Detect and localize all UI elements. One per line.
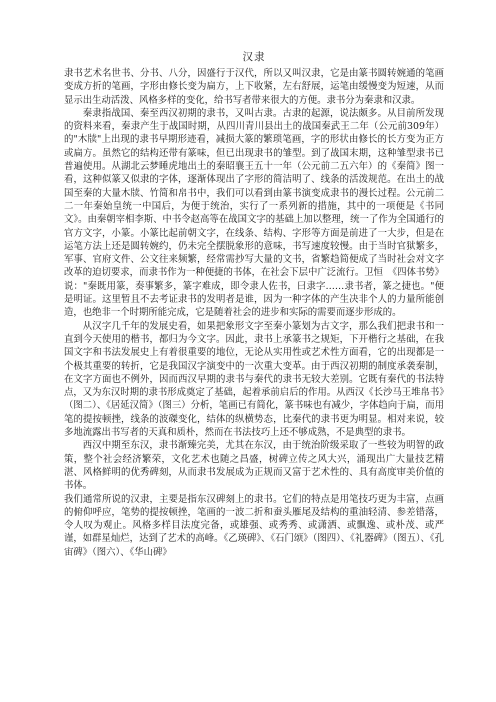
paragraph-intro: 隶书艺术名世书、分书、八分，因盛行于汉代，所以又叫汉隶，它是由篆书圆转婉通的笔画变成方折的笔画，字形由修长变为扁方，上下收紧，左右舒展，运笔由缓慢变为短速，从而显示出生动活泼、风格多样的变化，给书写者带来很大的方便。隶书分为秦隶和汉隶。 <box>64 68 444 106</box>
document-title: 汉隶 <box>242 51 266 63</box>
paragraph-qin-li: 秦隶指战国、秦至西汉初期的隶书，又叫古隶。古隶的起源，说法颇多。从目前所发现的资料来看，秦隶产生于战国时期，从四川青川县出土的战国秦武王二年（公元前309年）的"木牍"上出现的隶书早期形迹看，减损大篆的繁琐笔画，字的形状由修长的长方变为正方或扁方。虽然它的结构还带有篆味，但已出现隶书的雏型。到了战国末期，这种雏型隶书已普遍使用。从湖北云梦睡虎地出土的秦昭襄王五十一年（公元前二五六年）的《秦简》图一看，这种似篆又似隶的字体，逐渐体现出了字形的简洁明了、线条的活泼规范。在出土的战国至秦的大量木牍、竹简和帛书中，我们可以看到由篆书演变成隶书的漫长过程。公元前二二一年秦始皇统一中国后，为便于统治，实行了一系列新的措施，其中的一项便是《书同文》。由秦朝宰相李斯、中书令赵高等在战国文字的基础上加以整理，统一了作为全国通行的官方文字，小篆。小篆比起前朝文字，在线条、结构、字形等方面是前进了一大步，但是在运笔方法上还是圆转婉约，仍未完全摆脱象形的意味，书写速度较慢。由于当时官狱繁多，军事、官府文件、公文往来频繁，经常需抄写大量的文书，省繁趋简便成了当时社会对文字改革的迫切要求，而隶书作为一种便捷的书体，在社会下层中广泛流行。卫恒 《四体书势》说："秦既用篆，奏事繁多，篆字难成，即令隶人佐书，曰隶字……隶书者，篆之捷也。"便是明证。这里暂且不去考证隶书的发明者是谁，因为一种字体的产生决非个人的力量所能创造，也绝非一个时期所能完成，它是随着社会的进步和实际的需要而逐步形成的。 <box>64 107 444 319</box>
paragraph-history: 从汉字几千年的发展史看，如果把象形文字至秦小篆划为古文字，那么我们把隶书和一直到今天使用的楷书，都归为今文字。因此，隶书上承篆书之规矩，下开楷行之基础，在我国文字和书法发展史上有着很重要的地位，无论从实用性或艺术性方面看，它的出现都是一个极其重要的转折，它是我国汉字演变中的一次重大变革。由于西汉初期的制度承袭秦制，在文字方面也不例外，因而西汉早期的隶书与秦代的隶书无较大差别。它既有秦代的书法特点，又为东汉时期的隶书形成奠定了基础，起着承前启后的作用。从西汉《长沙马王堆帛书》（图二）、《居延汉简》（图三）分析，笔画已有简化，篆书味也有减少，字体趋向于扁，而用笔的提按顿挫，线条的波磔变化，结体的纵横势态，比秦代的隶书更为明显。相对来说，较多地流露出书写者的天真和质朴，然而在书法技巧上还不够成熟，不是典型的隶书。 <box>64 320 444 439</box>
paragraph-eastern-han: 西汉中期至东汉，隶书渐臻完美，尤其在东汉，由于统治阶级采取了一些较为明智的政策，整个社会经济繁荣，文化艺术也随之昌盛，树碑立传之风大兴，涌现出广大量技艺精湛、风格鲜明的优秀碑刻，从而隶书发展成为正规而又富于艺术性的、具有高度审美价值的书体。 <box>64 440 444 492</box>
paragraph-han-li: 我们通常所说的汉隶，主要是指东汉碑刻上的隶书。它们的特点是用笔技巧更为丰富，点画的俯仰呼应，笔势的提按顿挫，笔画的一波二折和蚕头雁尾及结构的重油轻清、参差错落，令人叹为观止。风格多样目法度完备，或雄强、或秀秀、或潇洒、或飘逸、或朴茂、或严谨，如群星灿烂，达到了艺术的高峰。《乙瑛碑》、《石门颂》（图四）、《礼器碑》（图五）、《孔宙碑》（图六）、《华山碑》 <box>64 493 444 558</box>
